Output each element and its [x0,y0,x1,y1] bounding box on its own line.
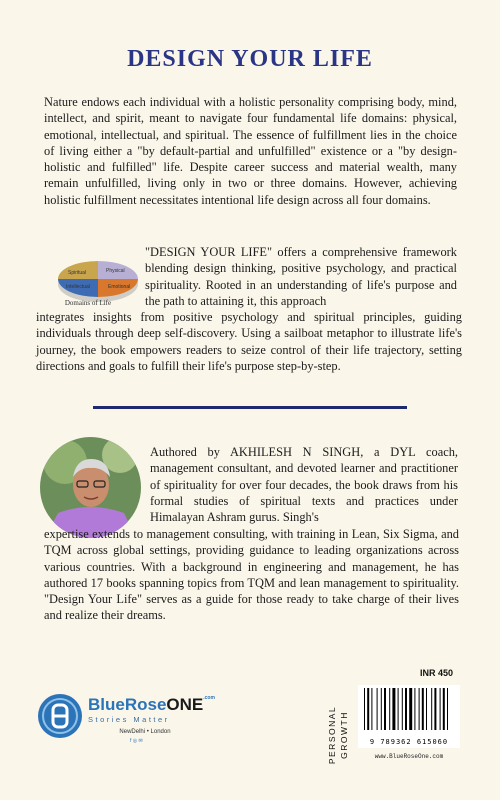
pie-label-emotional: Emotional [108,284,131,290]
intro-paragraph: Nature endows each individual with a holistic personality comprising body, mind, intellect, and spirit, meant to navigate four fundamental life domains: physical, emotional, intellectual, and spiritual. The essence of fulfillment lies in the choice of living either a "by default-partial and unfulfilled" existence or a "by design-holistic and fulfilled" life. Despite career success and material wealth, many remain unfulfilled, living only in two or three domains. However, achieving holistic fulfillment necessitates intentional life design across all four domains. [44,95,457,207]
social-icons: f ◎ ✉ [130,738,143,744]
framework-paragraph-bottom: integrates insights from positive psychology and spiritual principles, guiding individuals through deep self-discovery. Using a sailboat metaphor to illustrate life's journey, the book empowers readers to seize control of their life trajectory, setting directions and goals to fulfill their life's purpose step-by-step. [36,310,462,373]
publisher-cities: NewDelhi • London [119,729,171,735]
pie-label-physical: Physical [106,268,125,274]
framework-paragraph-top: "DESIGN YOUR LIFE" offers a comprehensive framework blending design thinking, positive psychology, and practical spirituality. Rooted in an understanding of life's purpose and the path to attaining it, this approach [145,245,457,308]
diagram-caption: Domains of Life [64,299,112,307]
category-label: PERSONAL GROWTH [327,705,349,765]
pie-label-spiritual: Spiritual [68,270,87,276]
publisher-tagline: Stories Matter [88,715,170,724]
publisher-website: www.BlueRoseOne.com [374,753,444,760]
publisher-name: BlueRoseONE$^{.com}$ [88,695,215,714]
page-title: DESIGN YOUR LIFE [127,46,373,72]
section-divider [93,406,407,409]
pie-label-intellectual: Intellectual [66,284,90,290]
isbn-digits: 9 789362 615060 [369,738,449,746]
isbn-barcode [358,685,460,748]
author-bio-bottom: expertise extends to management consulting, with training in Lean, Six Sigma, and TQM across global settings, providing guidance to leading organizations across various countries. With a background in engineering and management, he has authored 17 books spanning topics from TQM and lean management to spirituality. "Design Your Life" serves as a guide for those ready to take charge of their lives and realize their dreams. [44,527,459,623]
publisher-logo-icon [37,693,83,739]
author-bio-top: Authored by AKHILESH N SINGH, a DYL coach, management consultant, and devoted learner and practitioner of spirituality for over four decades, the book draws from his formal studies of spiritual texts and practices under Himalayan Ashram gurus. Singh's [150,445,458,525]
price-label: INR 450 [420,668,454,678]
author-photo [40,437,141,538]
